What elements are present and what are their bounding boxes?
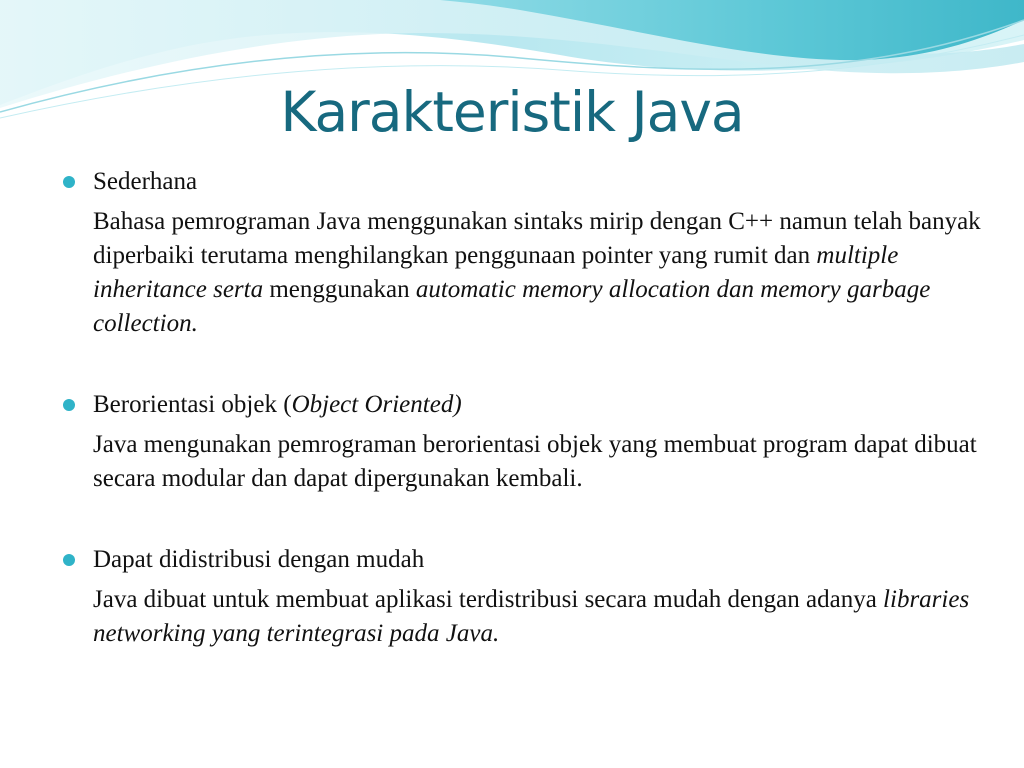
description-text: Java mengunakan pemrograman berorientasi objek yang membuat program dapat dibuat secara modular dan dapat dipergunakan kembali. <box>93 431 977 492</box>
bullet-heading: Dapat didistribusi dengan mudah <box>93 546 425 573</box>
description-text: menggunakan <box>263 276 416 303</box>
bullet-heading: Sederhana <box>93 168 198 195</box>
bullet-dot-icon <box>63 176 75 188</box>
description-text: Java dibuat untuk membuat aplikasi terdistribusi secara mudah dengan adanya <box>93 586 884 613</box>
bullet-dot-icon <box>63 399 75 411</box>
bullet-description <box>93 583 998 651</box>
description-italic-text: multiple inheritance serta <box>93 242 899 303</box>
list-item <box>93 388 998 496</box>
slide-title: Karakteristik Java <box>280 80 744 144</box>
bullet-dot-icon <box>63 554 75 566</box>
description-text: Bahasa pemrograman Java menggunakan sintaks mirip dengan C++ namun telah banyak diperbaiki terutama menghilangkan penggunaan pointer yang rumit dan <box>93 208 981 269</box>
bullet-description <box>93 428 998 496</box>
bullet-heading: Berorientasi objek ( <box>93 391 292 418</box>
bullet-description <box>93 205 998 341</box>
description-italic-text: libraries networking yang terintegrasi pada Java. <box>93 586 970 647</box>
bullet-list <box>93 165 998 651</box>
list-item <box>93 543 998 651</box>
list-item <box>93 165 998 341</box>
description-italic-text: automatic memory allocation dan memory garbage collection. <box>93 276 931 337</box>
bullet-heading-italic: Object Oriented) <box>291 391 462 418</box>
